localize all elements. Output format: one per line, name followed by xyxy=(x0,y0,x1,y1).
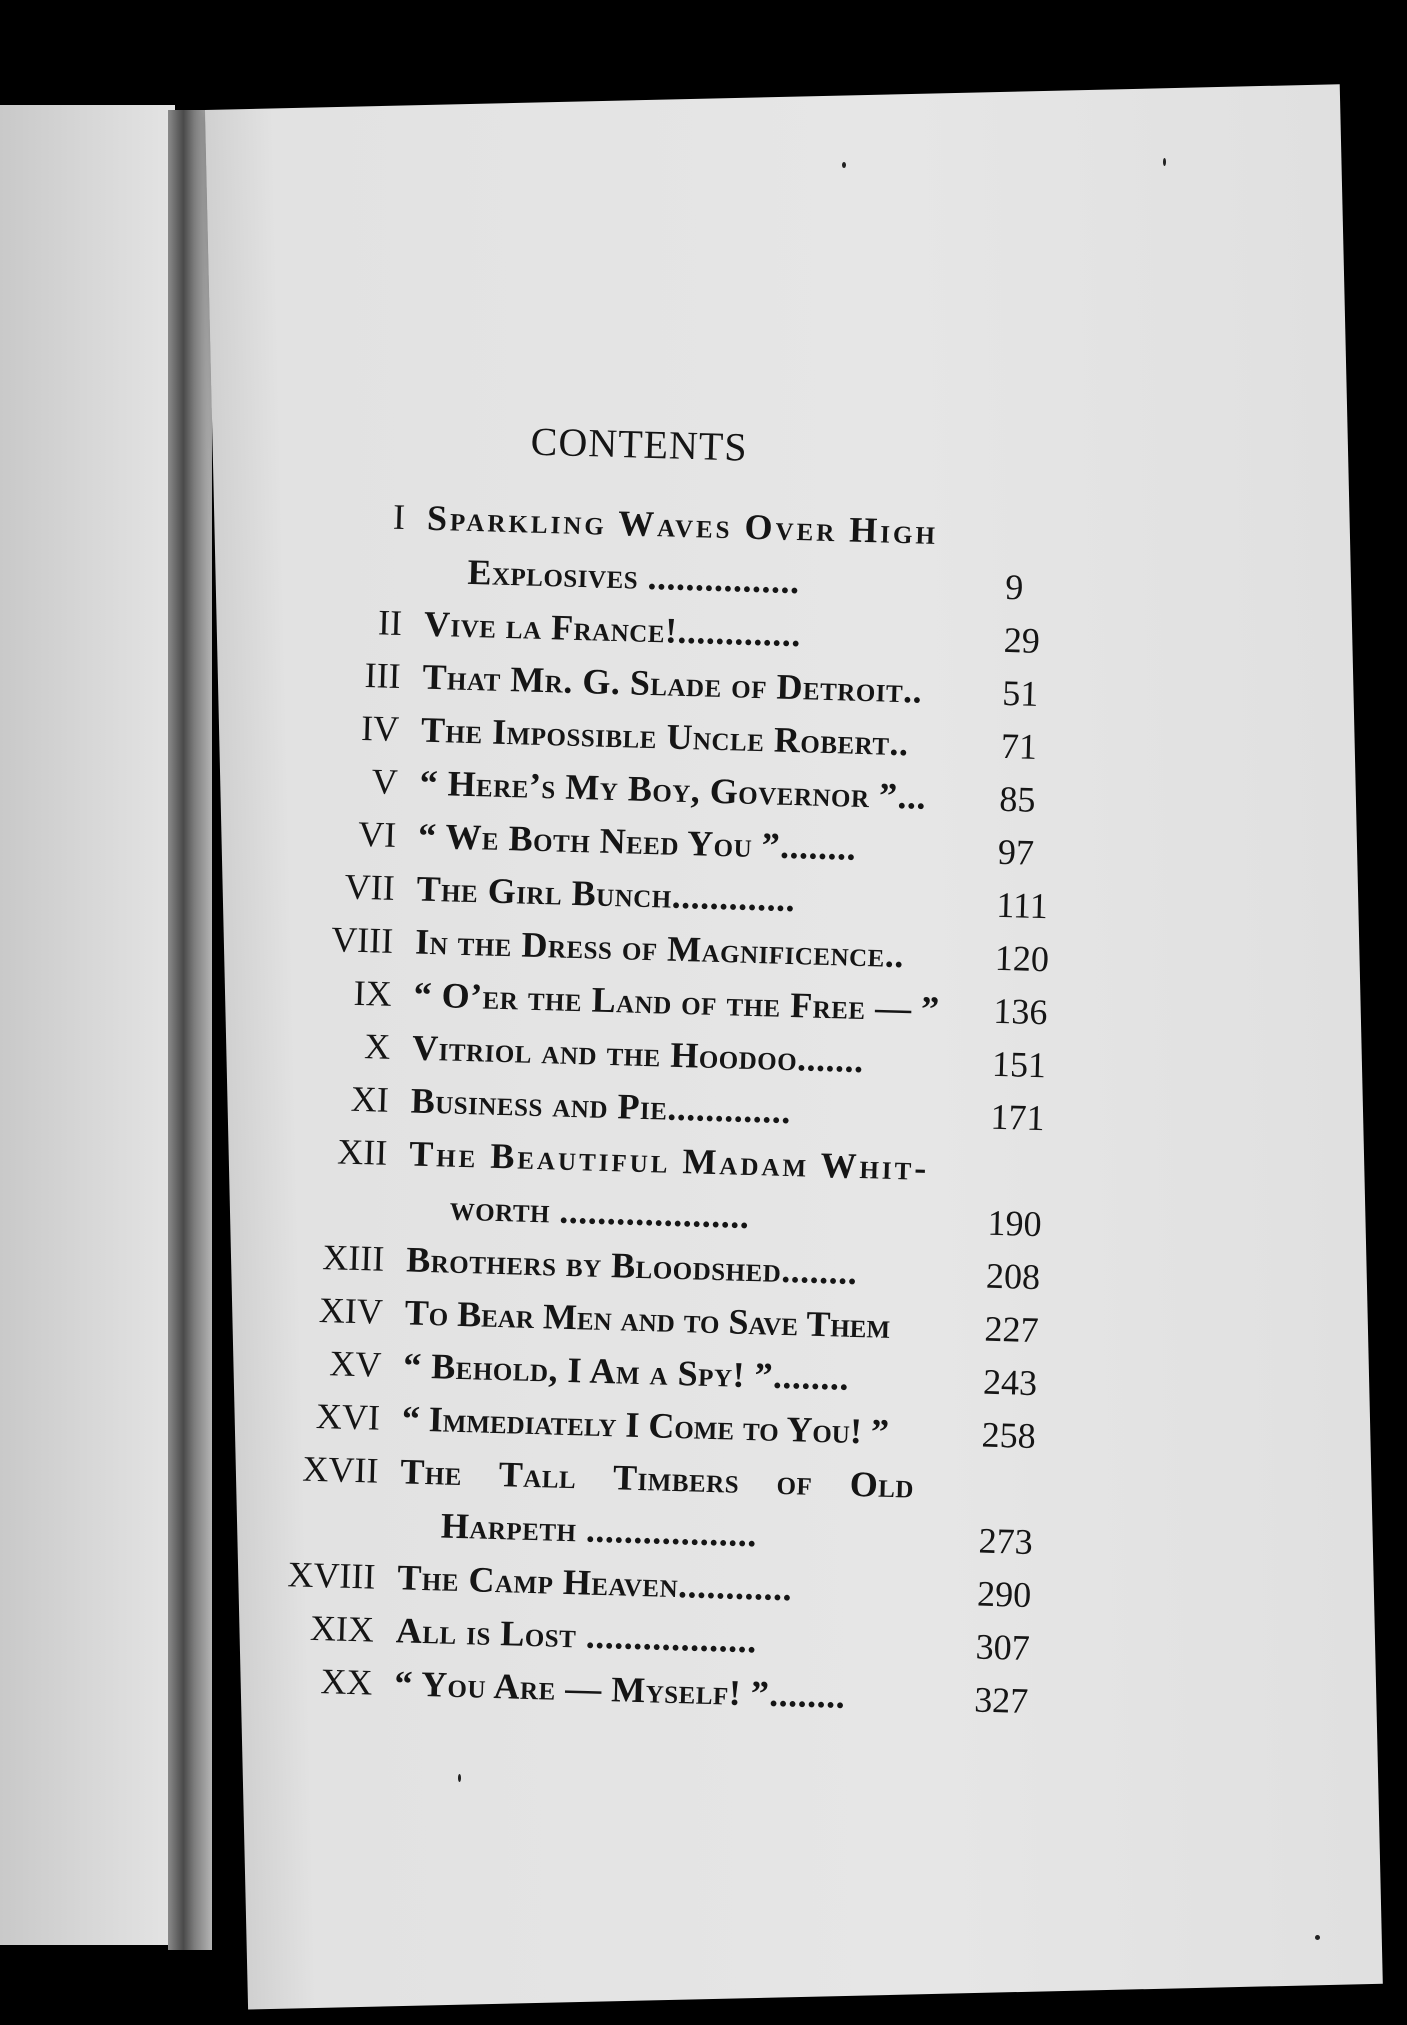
chapter-title: “ Here’s My Boy, Governor ”... xyxy=(419,762,927,817)
page-number: 307 xyxy=(975,1626,1031,1668)
chapter-number: X xyxy=(363,1026,391,1067)
chapter-title: “ Immediately I Come to You! ” xyxy=(401,1398,890,1452)
page-number: 171 xyxy=(989,1096,1046,1139)
chapter-number: XV xyxy=(328,1343,382,1385)
chapter-title: In the Dress of Magnificence.. xyxy=(414,921,905,976)
chapter-number: IX xyxy=(353,972,393,1014)
page-number: 120 xyxy=(994,937,1050,980)
chapter-number: VII xyxy=(344,866,396,908)
chapter-title: The Camp Heaven............ xyxy=(396,1557,793,1609)
page-number: 273 xyxy=(978,1520,1034,1563)
chapter-title: The Beautiful Madam Whit- xyxy=(408,1133,930,1188)
chapter-number: XX xyxy=(319,1661,374,1703)
page-number: 243 xyxy=(982,1361,1038,1404)
chapter-title: “ Behold, I Am a Spy! ”........ xyxy=(402,1345,850,1398)
page-number: 136 xyxy=(992,990,1049,1033)
book-gutter xyxy=(168,110,212,1950)
chapter-title: Vive la France!............. xyxy=(423,603,802,655)
page-number: 9 xyxy=(1004,566,1024,608)
chapter-number xyxy=(229,1532,399,1537)
chapter-number: IV xyxy=(360,707,400,750)
page-number: 227 xyxy=(984,1308,1040,1351)
chapter-number: V xyxy=(371,761,399,802)
chapter-title: Vitriol and the Hoodoo....... xyxy=(411,1027,865,1081)
chapter-number: VIII xyxy=(330,919,394,961)
dust-speck xyxy=(1315,1935,1320,1940)
chapter-number: XIV xyxy=(318,1290,384,1332)
chapter-number: I xyxy=(392,496,406,538)
page-number: 151 xyxy=(991,1043,1047,1086)
chapter-title: worth .................... xyxy=(449,1187,750,1236)
page-number: 190 xyxy=(987,1202,1043,1245)
chapter-number xyxy=(255,578,425,583)
page-number: 71 xyxy=(1000,725,1038,767)
dust-speck xyxy=(1163,158,1166,166)
chapter-title: That Mr. G. Slade of Detroit.. xyxy=(422,656,923,711)
table-of-contents xyxy=(224,410,1080,1728)
page-number: 29 xyxy=(1003,619,1041,661)
chapter-number: II xyxy=(377,602,403,644)
chapter-number: XVIII xyxy=(286,1554,377,1597)
chapter-number: XI xyxy=(350,1078,390,1120)
chapter-number: III xyxy=(364,655,402,697)
chapter-title: The Impossible Uncle Robert.. xyxy=(420,709,910,764)
chapter-title: “ We Both Need You ”........ xyxy=(417,815,857,868)
page-number xyxy=(977,1181,1059,1183)
page-number: 97 xyxy=(997,831,1035,873)
chapter-title: All is Lost .................. xyxy=(395,1610,758,1661)
page-number: 51 xyxy=(1001,672,1039,714)
chapter-title: The Girl Bunch............. xyxy=(416,868,796,920)
chapter-title: “ O’er the Land of the Free — ” xyxy=(413,974,941,1030)
chapter-title: Harpeth .................. xyxy=(440,1505,758,1555)
chapter-number: XVII xyxy=(301,1448,379,1491)
chapter-title: Sparkling Waves Over High xyxy=(426,497,939,552)
page-number: 290 xyxy=(976,1573,1032,1615)
page-number: 111 xyxy=(995,884,1049,927)
dust-speck xyxy=(458,1774,461,1782)
dust-speck xyxy=(842,162,846,168)
page-number: 85 xyxy=(998,778,1036,820)
left-page-edge xyxy=(0,105,175,1945)
page-number xyxy=(995,546,1077,548)
chapter-title: The Tall Timbers of Old xyxy=(399,1451,915,1506)
chapter-number: XIII xyxy=(321,1237,385,1279)
chapter-number xyxy=(238,1214,408,1219)
chapter-number: VI xyxy=(357,813,397,855)
page-number: 258 xyxy=(981,1414,1037,1457)
chapter-title: Business and Pie............. xyxy=(410,1080,792,1132)
chapter-number: XIX xyxy=(309,1607,375,1650)
chapter-number: XVI xyxy=(315,1395,381,1438)
contents-heading: CONTENTS xyxy=(530,418,749,470)
page-number: 208 xyxy=(985,1255,1041,1298)
chapter-title: To Bear Men and to Save Them xyxy=(404,1292,891,1346)
chapter-title: “ You Are — Myself! ”........ xyxy=(393,1663,846,1716)
page-number: 327 xyxy=(973,1679,1029,1721)
chapter-number: XII xyxy=(336,1131,388,1173)
chapter-title: Brothers by Bloodshed........ xyxy=(405,1239,858,1293)
page-number xyxy=(968,1499,1050,1501)
chapter-title: Explosives ................ xyxy=(467,551,801,602)
